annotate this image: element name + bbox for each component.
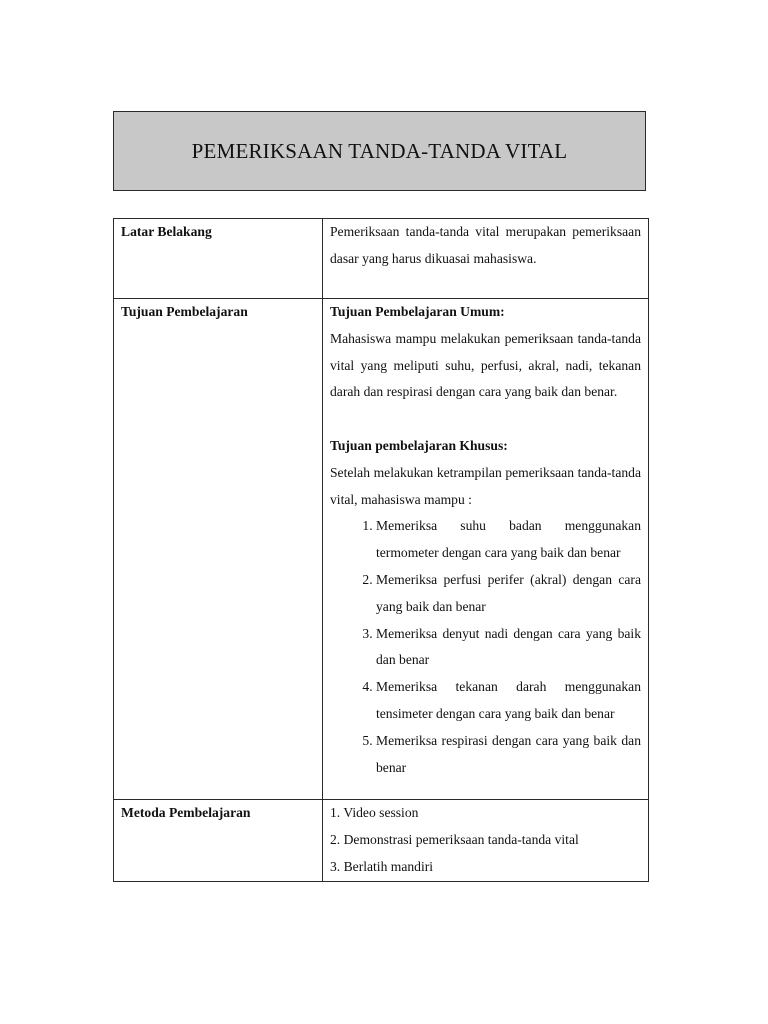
- label-latar-belakang: Latar Belakang: [114, 219, 323, 299]
- document-title: PEMERIKSAAN TANDA-TANDA VITAL: [191, 138, 568, 163]
- tujuan-khusus-list: [330, 513, 641, 781]
- list-item: 1. Memeriksa suhu badan menggunakan termometer dengan cara yang baik dan benar: [376, 513, 641, 567]
- cell-latar-belakang: [323, 219, 649, 299]
- label-tujuan-pembelajaran: Tujuan Pembelajaran: [114, 299, 323, 800]
- list-item: 5. Memeriksa respirasi dengan cara yang baik dan benar: [376, 728, 641, 782]
- row-latar-belakang: [114, 219, 649, 299]
- cell-metoda-pembelajaran: [323, 800, 649, 881]
- cell-tujuan-pembelajaran: [323, 299, 649, 800]
- tujuan-khusus-heading: Tujuan pembelajaran Khusus:: [330, 437, 508, 453]
- row-tujuan-pembelajaran: [114, 299, 649, 800]
- metoda-item: 3. Berlatih mandiri: [330, 858, 434, 874]
- list-item: 3. Memeriksa denyut nadi dengan cara yang baik dan benar: [376, 621, 641, 675]
- metoda-item: 1. Video session: [330, 805, 419, 821]
- latar-belakang-text: Pemeriksaan tanda-tanda vital merupakan pemeriksaan dasar yang harus dikuasai mahasiswa.: [330, 224, 641, 266]
- list-item: 2. Memeriksa perfusi perifer (akral) dengan cara yang baik dan benar: [376, 567, 641, 621]
- tujuan-khusus-intro: Setelah melakukan ketrampilan pemeriksaan tanda-tanda vital, mahasiswa mampu :: [330, 464, 641, 507]
- tujuan-umum-heading: Tujuan Pembelajaran Umum:: [330, 304, 505, 319]
- title-box: [113, 111, 646, 191]
- row-metoda-pembelajaran: [114, 800, 649, 881]
- tujuan-umum-text: Mahasiswa mampu melakukan pemeriksaan tanda-tanda vital yang meliputi suhu, perfusi, akral, nadi, tekanan darah dan respirasi dengan cara yang baik dan benar.: [330, 330, 641, 400]
- metoda-item: 2. Demonstrasi pemeriksaan tanda-tanda vital: [330, 832, 579, 848]
- label-metoda-pembelajaran: Metoda Pembelajaran: [114, 800, 323, 881]
- list-item: 4. Memeriksa tekanan darah menggunakan tensimeter dengan cara yang baik dan benar: [376, 674, 641, 728]
- content-table: [113, 218, 649, 882]
- spacer: [330, 406, 641, 433]
